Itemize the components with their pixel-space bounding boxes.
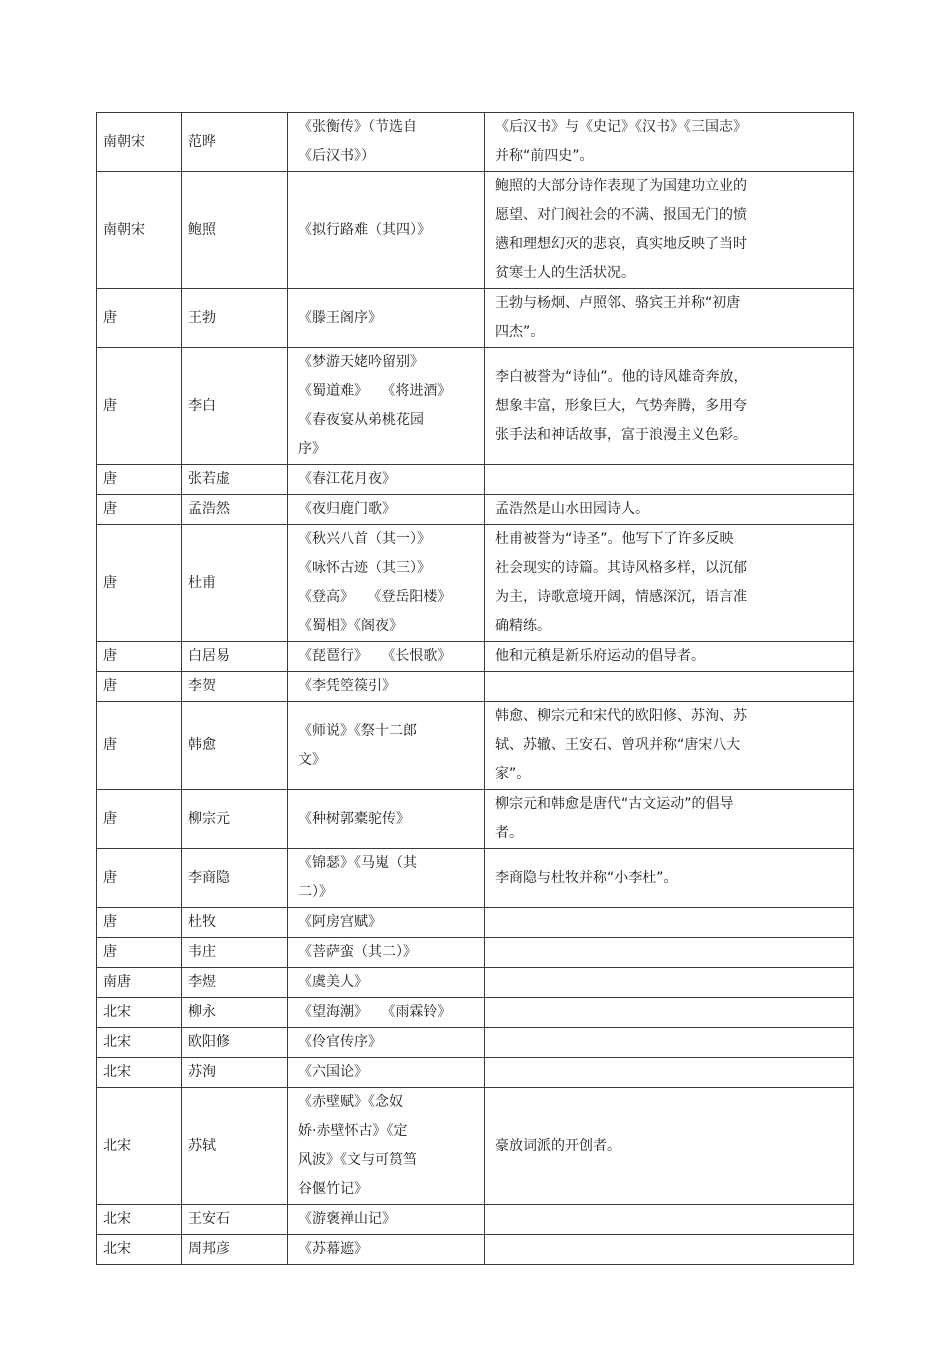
note-line: 并称“前四史”。 — [495, 148, 594, 164]
works-cell — [288, 672, 485, 702]
table-row — [97, 672, 854, 702]
note-line: 贫寒士人的生活状况。 — [495, 265, 635, 281]
note-line: 柳宗元和韩愈是唐代“古文运动”的倡导 — [495, 796, 734, 812]
works-line: 《虞美人》 — [298, 974, 368, 990]
works-line: 《后汉书》） — [298, 148, 375, 164]
works-cell — [288, 172, 485, 289]
era-cell: 唐 — [97, 642, 182, 672]
note-line: 李商隐与杜牧并称“小李杜”。 — [495, 869, 678, 886]
era-cell: 北宋 — [97, 1028, 182, 1058]
table-row — [97, 348, 854, 465]
note-line: 鲍照的大部分诗作表现了为国建功立业的 — [495, 178, 747, 194]
table-row — [97, 1235, 854, 1265]
table-row — [97, 702, 854, 790]
works-cell — [288, 495, 485, 525]
works-cell — [288, 525, 485, 642]
works-line: 《种树郭橐驼传》 — [298, 810, 410, 827]
note-cell — [485, 908, 854, 938]
works-cell — [288, 1205, 485, 1235]
table-row — [97, 1088, 854, 1205]
table-row — [97, 998, 854, 1028]
table-row — [97, 849, 854, 908]
era-cell: 唐 — [97, 908, 182, 938]
era-cell: 唐 — [97, 465, 182, 495]
note-cell — [485, 525, 854, 642]
works-cell — [288, 849, 485, 908]
era-cell: 唐 — [97, 525, 182, 642]
note-line: 家”。 — [495, 766, 531, 782]
works-line: 《菩萨蛮（其二）》 — [298, 944, 417, 960]
works-cell — [288, 642, 485, 672]
era-cell: 唐 — [97, 495, 182, 525]
note-cell — [485, 172, 854, 289]
works-line: 《伶官传序》 — [298, 1034, 382, 1050]
note-cell — [485, 968, 854, 998]
works-line: 《阿房宫赋》 — [298, 914, 382, 930]
author-cell: 李商隐 — [182, 849, 288, 908]
works-cell — [288, 1028, 485, 1058]
note-line: 想象丰富，形象巨大，气势奔腾，多用夸 — [495, 397, 747, 414]
works-cell — [288, 938, 485, 968]
author-cell: 孟浩然 — [182, 495, 288, 525]
author-cell: 李煜 — [182, 968, 288, 998]
era-cell: 北宋 — [97, 998, 182, 1028]
works-line: 《蜀道难》 《将进酒》 — [298, 383, 452, 399]
note-line: 孟浩然是山水田园诗人。 — [495, 501, 649, 517]
author-cell: 范晔 — [182, 113, 288, 172]
works-line: 《六国论》 — [298, 1064, 368, 1080]
author-cell: 苏洵 — [182, 1058, 288, 1088]
works-line: 《秋兴八首（其一）》 — [298, 531, 431, 547]
table-row — [97, 642, 854, 672]
works-cell — [288, 908, 485, 938]
author-cell: 白居易 — [182, 642, 288, 672]
note-line: 社会现实的诗篇。其诗风格多样，以沉郁 — [495, 560, 747, 576]
table-row — [97, 525, 854, 642]
works-line: 《登高》 《登岳阳楼》 — [298, 589, 452, 605]
works-line: 《滕王阁序》 — [298, 309, 382, 326]
era-cell: 唐 — [97, 702, 182, 790]
works-line: 《游褒禅山记》 — [298, 1211, 396, 1227]
works-line: 《张衡传》（节选自 — [298, 119, 417, 135]
works-line: 谷偃竹记》 — [298, 1181, 368, 1197]
note-cell — [485, 998, 854, 1028]
note-line: 杜甫被誉为“诗圣”。他写下了许多反映 — [495, 531, 734, 547]
note-line: 轼、苏辙、王安石、曾巩并称“唐宋八大 — [495, 737, 741, 753]
works-line: 《蜀相》《阁夜》 — [298, 618, 403, 634]
note-line: 愿望、对门阀社会的不满、报国无门的愤 — [495, 207, 747, 223]
works-cell — [288, 968, 485, 998]
note-cell — [485, 113, 854, 172]
works-line: 《锦瑟》《马嵬（其 — [298, 855, 417, 871]
author-cell: 鲍照 — [182, 172, 288, 289]
table-row — [97, 1205, 854, 1235]
table-row — [97, 968, 854, 998]
works-line: 娇·赤壁怀古》《定 — [298, 1123, 408, 1139]
era-cell: 唐 — [97, 348, 182, 465]
note-cell — [485, 1205, 854, 1235]
table-row — [97, 495, 854, 525]
author-cell: 韦庄 — [182, 938, 288, 968]
literature-table — [96, 112, 854, 1265]
note-line: 豪放词派的开创者。 — [495, 1137, 621, 1154]
era-cell: 北宋 — [97, 1088, 182, 1205]
works-line: 序》 — [298, 441, 326, 457]
era-cell: 唐 — [97, 672, 182, 702]
table-row — [97, 790, 854, 849]
note-line: 张手法和神话故事，富于浪漫主义色彩。 — [495, 426, 747, 443]
works-line: 《咏怀古迹（其三）》 — [298, 560, 431, 576]
note-cell — [485, 1058, 854, 1088]
works-line: 《春江花月夜》 — [298, 471, 396, 487]
note-cell — [485, 938, 854, 968]
literature-table-body — [97, 113, 854, 1265]
author-cell: 柳宗元 — [182, 790, 288, 849]
works-line: 《拟行路难（其四）》 — [298, 221, 431, 238]
works-line: 《梦游天姥吟留别》 — [298, 354, 424, 370]
note-cell — [485, 289, 854, 348]
works-line: 文》 — [298, 751, 326, 768]
works-line: 《琵琶行》 《长恨歌》 — [298, 648, 452, 664]
works-cell — [288, 702, 485, 790]
era-cell: 唐 — [97, 790, 182, 849]
table-row — [97, 938, 854, 968]
note-line: 韩愈、柳宗元和宋代的欧阳修、苏洵、苏 — [495, 708, 747, 724]
author-cell: 周邦彦 — [182, 1235, 288, 1265]
works-line: 《夜归鹿门歌》 — [298, 501, 396, 517]
works-line: 二）》 — [298, 884, 333, 900]
note-cell — [485, 348, 854, 465]
note-cell — [485, 1088, 854, 1205]
era-cell: 唐 — [97, 849, 182, 908]
note-line: 确精练。 — [495, 618, 551, 634]
note-line: 《后汉书》与《史记》《汉书》《三国志》 — [495, 119, 747, 135]
author-cell: 李白 — [182, 348, 288, 465]
works-line: 《望海潮》 《雨霖铃》 — [298, 1004, 452, 1020]
era-cell: 唐 — [97, 938, 182, 968]
author-cell: 张若虚 — [182, 465, 288, 495]
works-cell — [288, 790, 485, 849]
note-cell — [485, 1028, 854, 1058]
era-cell: 北宋 — [97, 1058, 182, 1088]
era-cell: 南唐 — [97, 968, 182, 998]
works-cell — [288, 1235, 485, 1265]
works-cell — [288, 348, 485, 465]
author-cell: 杜牧 — [182, 908, 288, 938]
works-line: 《赤壁赋》《念奴 — [298, 1094, 403, 1110]
table-row — [97, 1058, 854, 1088]
note-cell — [485, 495, 854, 525]
era-cell: 北宋 — [97, 1205, 182, 1235]
author-cell: 王勃 — [182, 289, 288, 348]
table-row — [97, 465, 854, 495]
note-cell — [485, 702, 854, 790]
note-line: 王勃与杨炯、卢照邻、骆宾王并称“初唐 — [495, 295, 741, 311]
note-cell — [485, 465, 854, 495]
note-cell — [485, 672, 854, 702]
author-cell: 李贺 — [182, 672, 288, 702]
note-line: 懑和理想幻灭的悲哀，真实地反映了当时 — [495, 236, 747, 252]
note-line: 四杰”。 — [495, 324, 545, 340]
author-cell: 王安石 — [182, 1205, 288, 1235]
works-cell — [288, 289, 485, 348]
note-line: 为主，诗歌意境开阔，情感深沉，语言准 — [495, 589, 747, 605]
works-line: 《李凭箜篌引》 — [298, 678, 396, 694]
note-cell — [485, 1235, 854, 1265]
works-cell — [288, 1088, 485, 1205]
table-row — [97, 1028, 854, 1058]
works-cell — [288, 113, 485, 172]
author-cell: 杜甫 — [182, 525, 288, 642]
note-line: 他和元稹是新乐府运动的倡导者。 — [495, 648, 705, 664]
author-cell: 欧阳修 — [182, 1028, 288, 1058]
table-row — [97, 113, 854, 172]
table-row — [97, 172, 854, 289]
note-cell — [485, 642, 854, 672]
table-row — [97, 289, 854, 348]
table-row — [97, 908, 854, 938]
era-cell: 南朝宋 — [97, 113, 182, 172]
author-cell: 韩愈 — [182, 702, 288, 790]
author-cell: 苏轼 — [182, 1088, 288, 1205]
author-cell: 柳永 — [182, 998, 288, 1028]
works-cell — [288, 465, 485, 495]
note-cell — [485, 849, 854, 908]
note-line: 李白被誉为“诗仙”。他的诗风雄奇奔放， — [495, 368, 748, 385]
note-line: 者。 — [495, 825, 523, 841]
note-cell — [485, 790, 854, 849]
works-line: 风波》《文与可筼筜 — [298, 1152, 417, 1168]
era-cell: 北宋 — [97, 1235, 182, 1265]
works-line: 《师说》《祭十二郎 — [298, 722, 417, 739]
works-line: 《春夜宴从弟桃花园 — [298, 412, 424, 428]
era-cell: 唐 — [97, 289, 182, 348]
works-cell — [288, 998, 485, 1028]
works-line: 《苏幕遮》 — [298, 1241, 368, 1257]
era-cell: 南朝宋 — [97, 172, 182, 289]
works-cell — [288, 1058, 485, 1088]
